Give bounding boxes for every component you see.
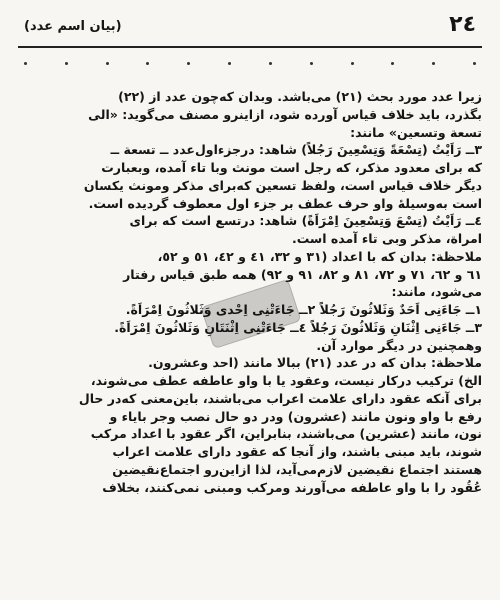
dot-ornament <box>391 62 394 65</box>
dot-ornament <box>106 62 109 65</box>
text-line: الخ) تركيب دركار نيست، وعقود يا با واو عاطفه عطف مى‌شوند، <box>90 373 482 388</box>
text-line: شوند، بايد مبنى باشند، واز آنجا كه عقود داراى علامت اعراب <box>112 444 482 459</box>
text-line: كه براى معدود مذكر، كه رجل است مونث وبا تاء آمده، وبعبارت <box>101 160 482 175</box>
text-line: ٦١ و ٦٢، ٧١ و ٧٢، ٨١ و ٨٢، ٩١ و ٩٢) همه طبق قياس رفتار <box>123 266 482 282</box>
text-line: ملاحظة: بدان كه در عدد (٢١) ببالا مانند (احد وعشرون. <box>148 355 482 371</box>
dot-ornament <box>228 62 231 65</box>
text-line: هستند اجتماع نقيضين لازم‌مى‌آيد، لذا ازاين‌رو اجتماع‌نقيضين <box>112 461 482 477</box>
text-line: ٣ــ رَاَيْتُ (تِسْعَةً وَتِسْعِينَ رَجُلاً) شاهد: درجزءاول‌عدد ــ تسعة ــ <box>110 142 482 158</box>
dot-ornament <box>473 62 476 65</box>
dot-ornament <box>351 62 354 65</box>
example-line: ١ــ جَاءَنِى اَحَدٌ وَثَلاثُونَ رَجُلاً ٢ــ جَاءَتْنِى اِحْدى وَثَلاثُونَ اِمْرَاَةً. <box>125 302 482 317</box>
dot-ornament <box>146 62 149 65</box>
running-title: (بيان اسم عدد) <box>24 19 122 34</box>
text-line: وهمچنين در ديگر موارد آن. <box>316 337 482 353</box>
dot-ornament <box>187 62 190 65</box>
dot-ornament <box>65 62 68 65</box>
text-line: بگذرد، بايد خلاف قياس آورده شود، ازاينرو مصنف مى‌گويد: «الى <box>88 106 482 122</box>
dot-ornament <box>310 62 313 65</box>
body-text <box>18 88 482 496</box>
text-line: زيرا عدد مورد بحث (٢١) مى‌باشد. وبدان كه‌چون عدد از (٢٢) <box>118 89 482 104</box>
page-header <box>18 12 482 48</box>
text-line: براى آنكه عقود داراى علامت اعراب مى‌باشند، باين‌معنى كه‌در حال <box>78 390 482 406</box>
text-line: ديگر خلاف قياس است، ولفظ تسعين كه‌براى مذكر ومونث يكسان <box>83 177 482 193</box>
dot-ornament <box>432 62 435 65</box>
text-line: نون، مانند (عشرين) مى‌باشند، بنابراين، اگر عقود با اعداد مركب <box>90 426 482 442</box>
example-line: ٣ــ جَاءَنِى اِثْنَانِ وَثَلاثُونَ رَجُلاً ٤ــ جَاءَتْنِى اِثْنَتَانِ وَثَلاثُونَ اِمْرَاَةً. <box>114 319 482 335</box>
dot-ornament <box>24 62 27 65</box>
dot-ornament <box>269 62 272 65</box>
decorative-dot-row <box>24 56 476 70</box>
text-line: تسعة وتسعين» مانند: <box>350 124 482 140</box>
text-line: عُقُود را با واو عاطفه مى‌آورند ومركب ومبنى نمى‌كنند، بخلاف <box>102 479 482 495</box>
text-line: ملاحظة: بدان كه با اعداد (٣١ و ٣٢، ٤١ و ٤٢، ٥١ و ٥٢، <box>157 248 482 264</box>
text-line: است به‌وسيلهٔ واو حرف عطف بر جزء اول معطوف گرديده است. <box>88 195 482 211</box>
text-line: امراة، مذكر وبى تاء آمده است. <box>291 231 482 246</box>
text-line: ٤ــ رَاَيْتُ (تِسْعَ وَتِسْعِينَ اِمْرَاَةً) شاهد: درتسع است كه براى <box>129 213 482 229</box>
text-line: رفع با واو ونون مانند (عشرون) ودر دو حال نصب وجر باياء و <box>109 408 482 424</box>
text-line: مى‌شود، مانند: <box>391 284 482 300</box>
page-number: ٢٤ <box>449 12 476 37</box>
